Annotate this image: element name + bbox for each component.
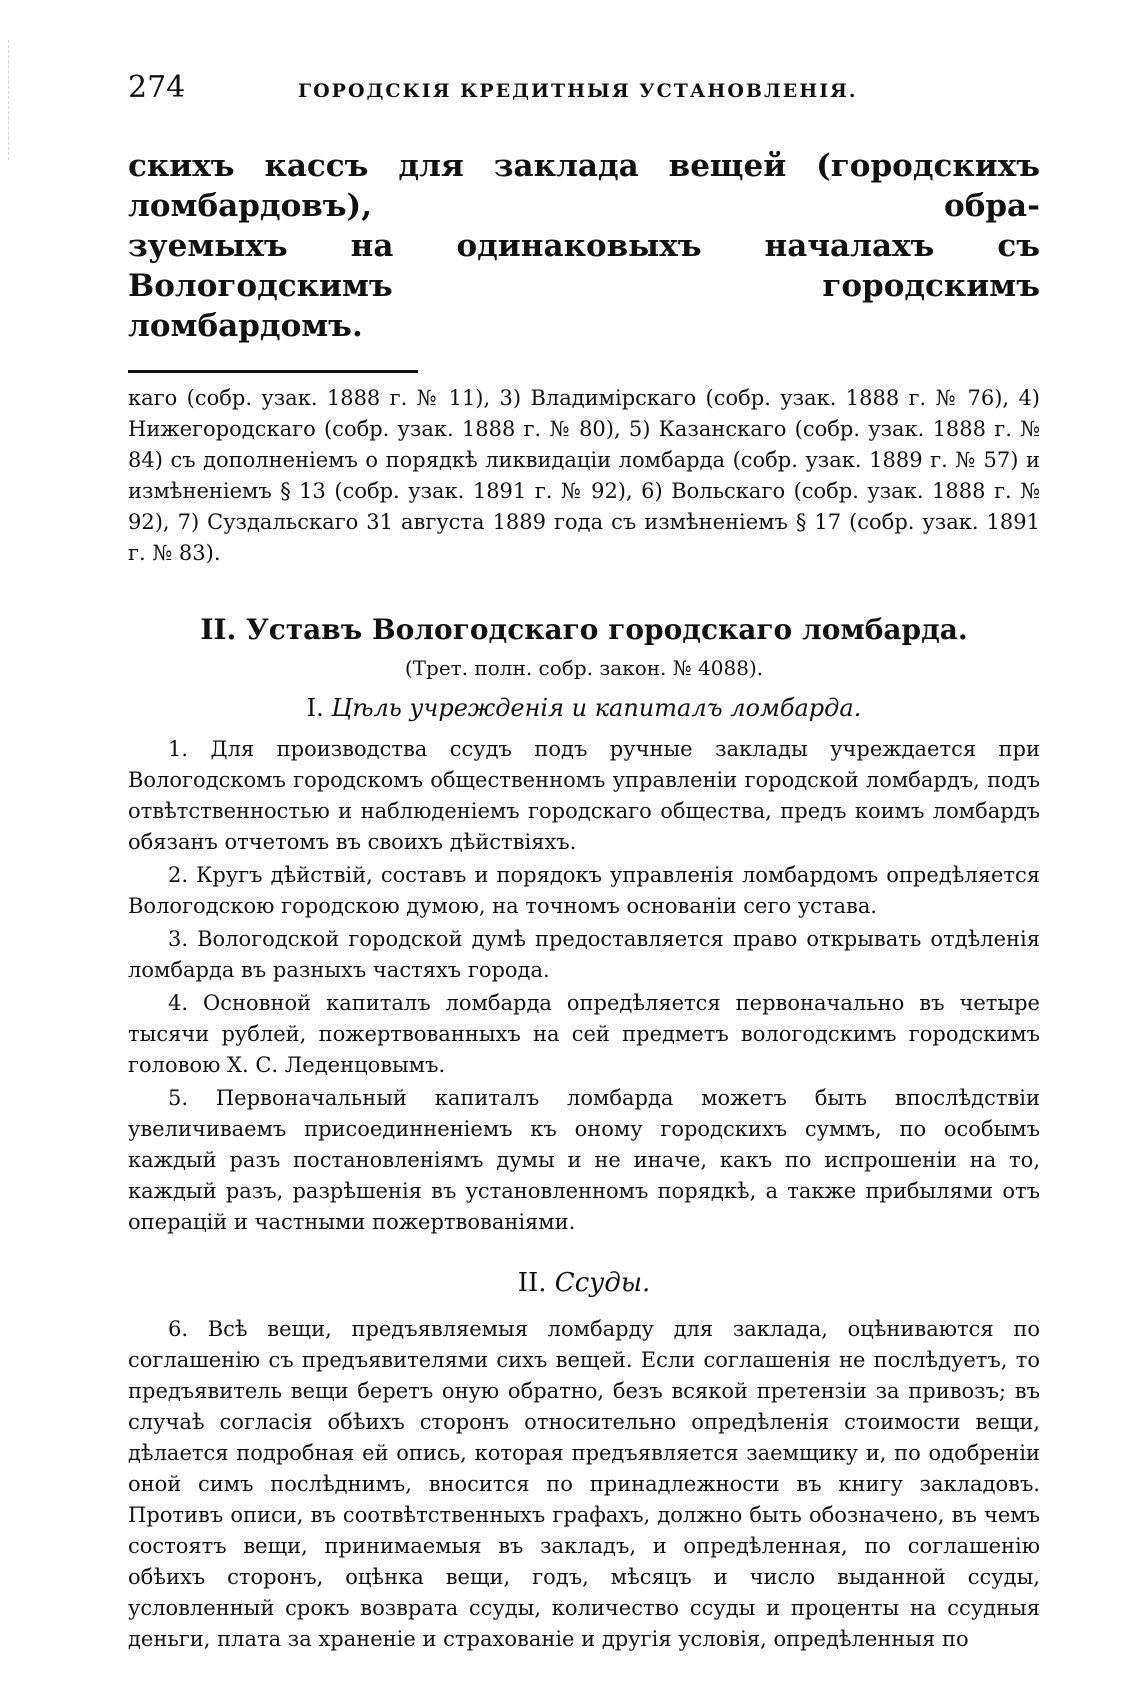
article-3: 3. Вологодской городской думѣ предоставляется право открывать отдѣленія ломбарда въ разныхъ частяхъ города.: [128, 927, 1040, 982]
article-1: 1. Для производства ссудъ подъ ручные заклады учреждается при Вологодскомъ городскомъ общественномъ управленіи городской ломбардъ, подъ отвѣтственностью и наблюденіемъ городскаго общества, предъ коимъ ломбардъ обязанъ отчетомъ въ своихъ дѣйствіяхъ.: [128, 737, 1040, 854]
book-page: [128, 70, 1040, 1657]
continued-line-2: зуемыхъ на одинаковыхъ началахъ съ Вологодскимъ городскимъ: [128, 228, 1040, 304]
running-title: ГОРОДСКІЯ КРЕДИТНЫЯ УСТАНОВЛЕНІЯ.: [298, 80, 858, 102]
footnote: каго (собр. узак. 1888 г. № 11), 3) Владимірскаго (собр. узак. 1888 г. № 76), 4) Нижегородскаго (собр. узак. 1888 г. № 80), 5) Казанскаго (собр. узак. 1888 г. № 84) съ дополненіемъ о порядкѣ ликвидаціи ломбарда (собр. узак. 1889 г. № 57) и измѣненіемъ § 13 (собр. узак. 1891 г. № 92), 6) Вольскаго (собр. узак. 1888 г. № 92), 7) Суздальскаго 31 августа 1889 года съ измѣненіемъ § 17 (собр. узак. 1891 г. № 83).: [128, 386, 1040, 565]
article-6: 6. Всѣ вещи, предъявляемыя ломбарду для заклада, оцѣниваются по соглашенію съ предъявителями сихъ вещей. Если соглашенія не послѣдуетъ, то предъявитель вещи беретъ оную обратно, безъ всякой претензіи за привозъ; въ случаѣ согласія обѣихъ сторонъ относительно опредѣленія стоимости вещи, дѣлается подробная ей опись, которая предъявляется заемщику и, по одобреніи оной симъ послѣднимъ, вносится по принадлежности въ книгу закладовъ. Противъ описи, въ соотвѣтственныхъ графахъ, должно быть обозначено, въ чемъ состоятъ вещи, принимаемыя въ закладъ, и опредѣленная, по соглашенію обѣихъ сторонъ, оцѣнка вещи, годъ, мѣсяцъ и число выданной ссуды, условленный срокъ возврата ссуды, количество ссуды и проценты на ссудныя деньги, плата за храненіе и страхованіе и другія условія, опредѣленныя по: [128, 1317, 1040, 1651]
chapter-2-heading: [128, 1268, 1040, 1298]
page-number: 274: [128, 70, 186, 105]
section-title: II. Уставъ Вологодскаго городскаго ломбарда.: [200, 613, 968, 646]
footnote-separator: [128, 370, 418, 373]
article-5: 5. Первоначальный капиталъ ломбарда можетъ быть впослѣдствіи увеличиваемъ присоединненіемъ къ оному городскихъ суммъ, по особымъ каждый разъ постановленіямъ думы и не иначе, какъ по испрошеніи на то, каждый разъ, разрѣшенія въ установленномъ порядкѣ, а также прибылями отъ операцій и частными пожертвованіями.: [128, 1086, 1040, 1234]
chapter-2-number: II.: [517, 1268, 547, 1298]
scan-margin-marks: [8, 40, 10, 160]
continued-line-3: ломбардомъ.: [128, 308, 363, 344]
running-head: [128, 70, 1040, 116]
chapter-2-title: Ссуды.: [554, 1268, 651, 1298]
chapter-1-title: Цѣль учрежденія и капиталъ ломбарда.: [331, 694, 862, 722]
article-4: 4. Основной капиталъ ломбарда опредѣляется первоначально въ четыре тысячи рублей, пожертвованныхъ на сей предметъ вологодскимъ городскимъ головою Х. С. Леденцовымъ.: [128, 991, 1040, 1077]
section-source: (Трет. полн. собр. закон. № 4088).: [404, 656, 764, 680]
article-2: 2. Кругъ дѣйствій, составъ и порядокъ управленія ломбардомъ опредѣляется Вологодскою городскою думою, на точномъ основаніи сего устава.: [128, 863, 1040, 918]
continued-paragraph: [128, 146, 1040, 346]
chapter-1-number: I.: [306, 694, 324, 722]
chapter-1-heading: [128, 694, 1040, 722]
continued-line-1: скихъ кассъ для заклада вещей (городскихъ ломбардовъ), обра-: [128, 148, 1040, 224]
